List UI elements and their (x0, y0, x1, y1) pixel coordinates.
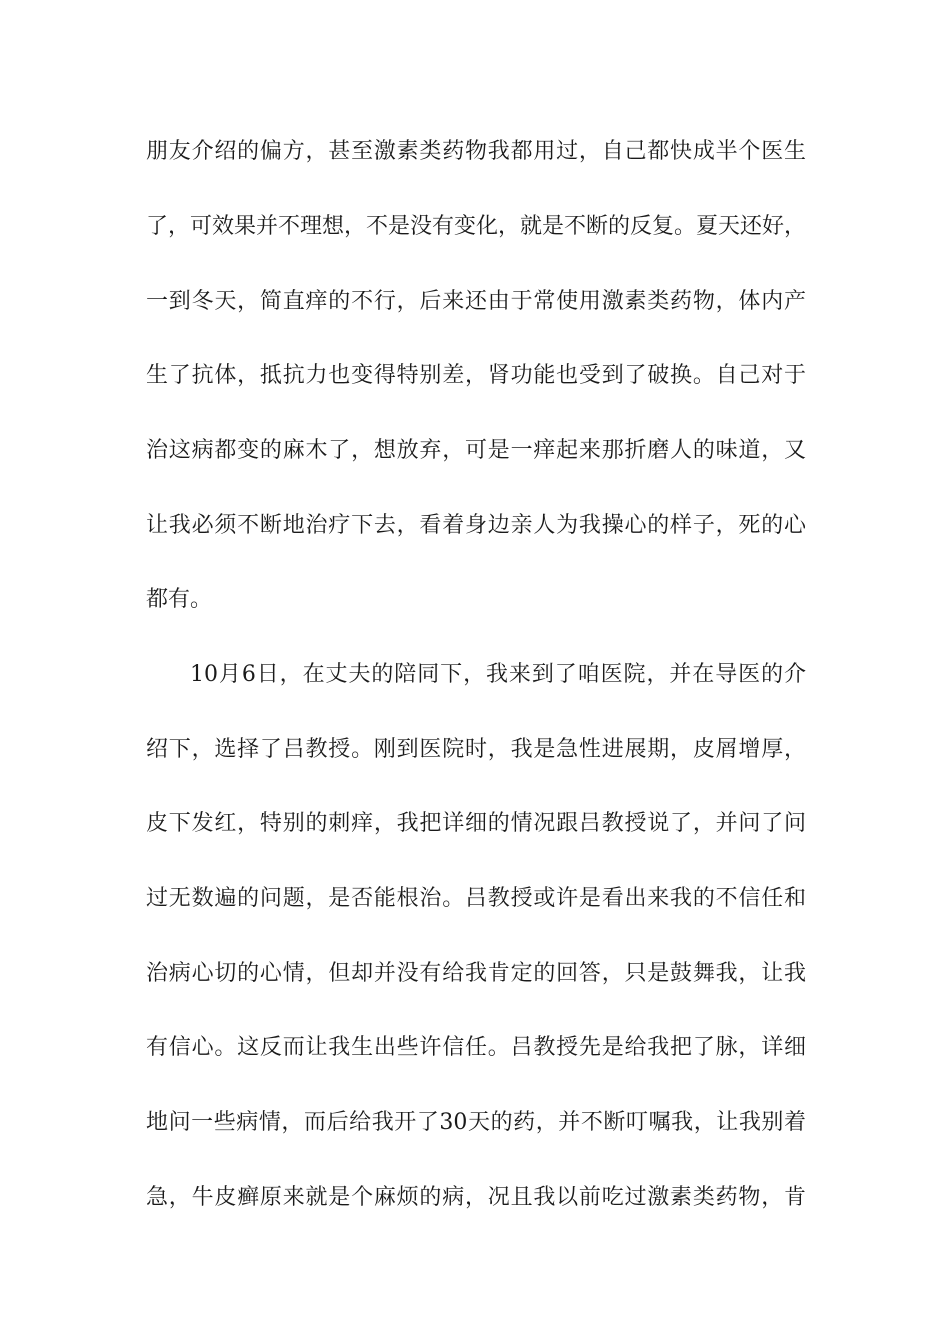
text-line: 让我必须不断地治疗下去，看着身边亲人为我操心的样子，死的心 (146, 513, 806, 538)
text-line: 过无数遍的问题，是否能根治。吕教授或许是看出来我的不信任和 (146, 886, 806, 911)
text-line: 急，牛皮癣原来就是个麻烦的病，况且我以前吃过激素类药物，肯 (146, 1185, 806, 1210)
text-line: 绍下，选择了吕教授。刚到医院时，我是急性进展期，皮屑增厚， (146, 737, 806, 762)
text-line: 治病心切的心情，但却并没有给我肯定的回答，只是鼓舞我，让我 (146, 961, 806, 986)
text-line: 皮下发红，特别的刺痒，我把详细的情况跟吕教授说了，并问了问 (146, 811, 806, 836)
text-line: 都有。 (146, 587, 213, 612)
text-line: 10月6日，在丈夫的陪同下，我来到了咱医院，并在导医的介 (190, 662, 806, 687)
text-line: 有信心。这反而让我生出些许信任。吕教授先是给我把了脉，详细 (146, 1035, 806, 1060)
text-line: 朋友介绍的偏方，甚至激素类药物我都用过，自己都快成半个医生 (146, 139, 806, 164)
text-line: 治这病都变的麻木了，想放弃，可是一痒起来那折磨人的味道，又 (146, 438, 806, 463)
text-line: 地问一些病情，而后给我开了30天的药，并不断叮嘱我，让我别着 (146, 1110, 806, 1135)
text-line: 了，可效果并不理想，不是没有变化，就是不断的反复。夏天还好， (146, 214, 807, 239)
text-line: 一到冬天，简直痒的不行，后来还由于常使用激素类药物，体内产 (146, 289, 806, 314)
text-line: 生了抗体，抵抗力也变得特别差，肾功能也受到了破换。自己对于 (146, 363, 806, 388)
